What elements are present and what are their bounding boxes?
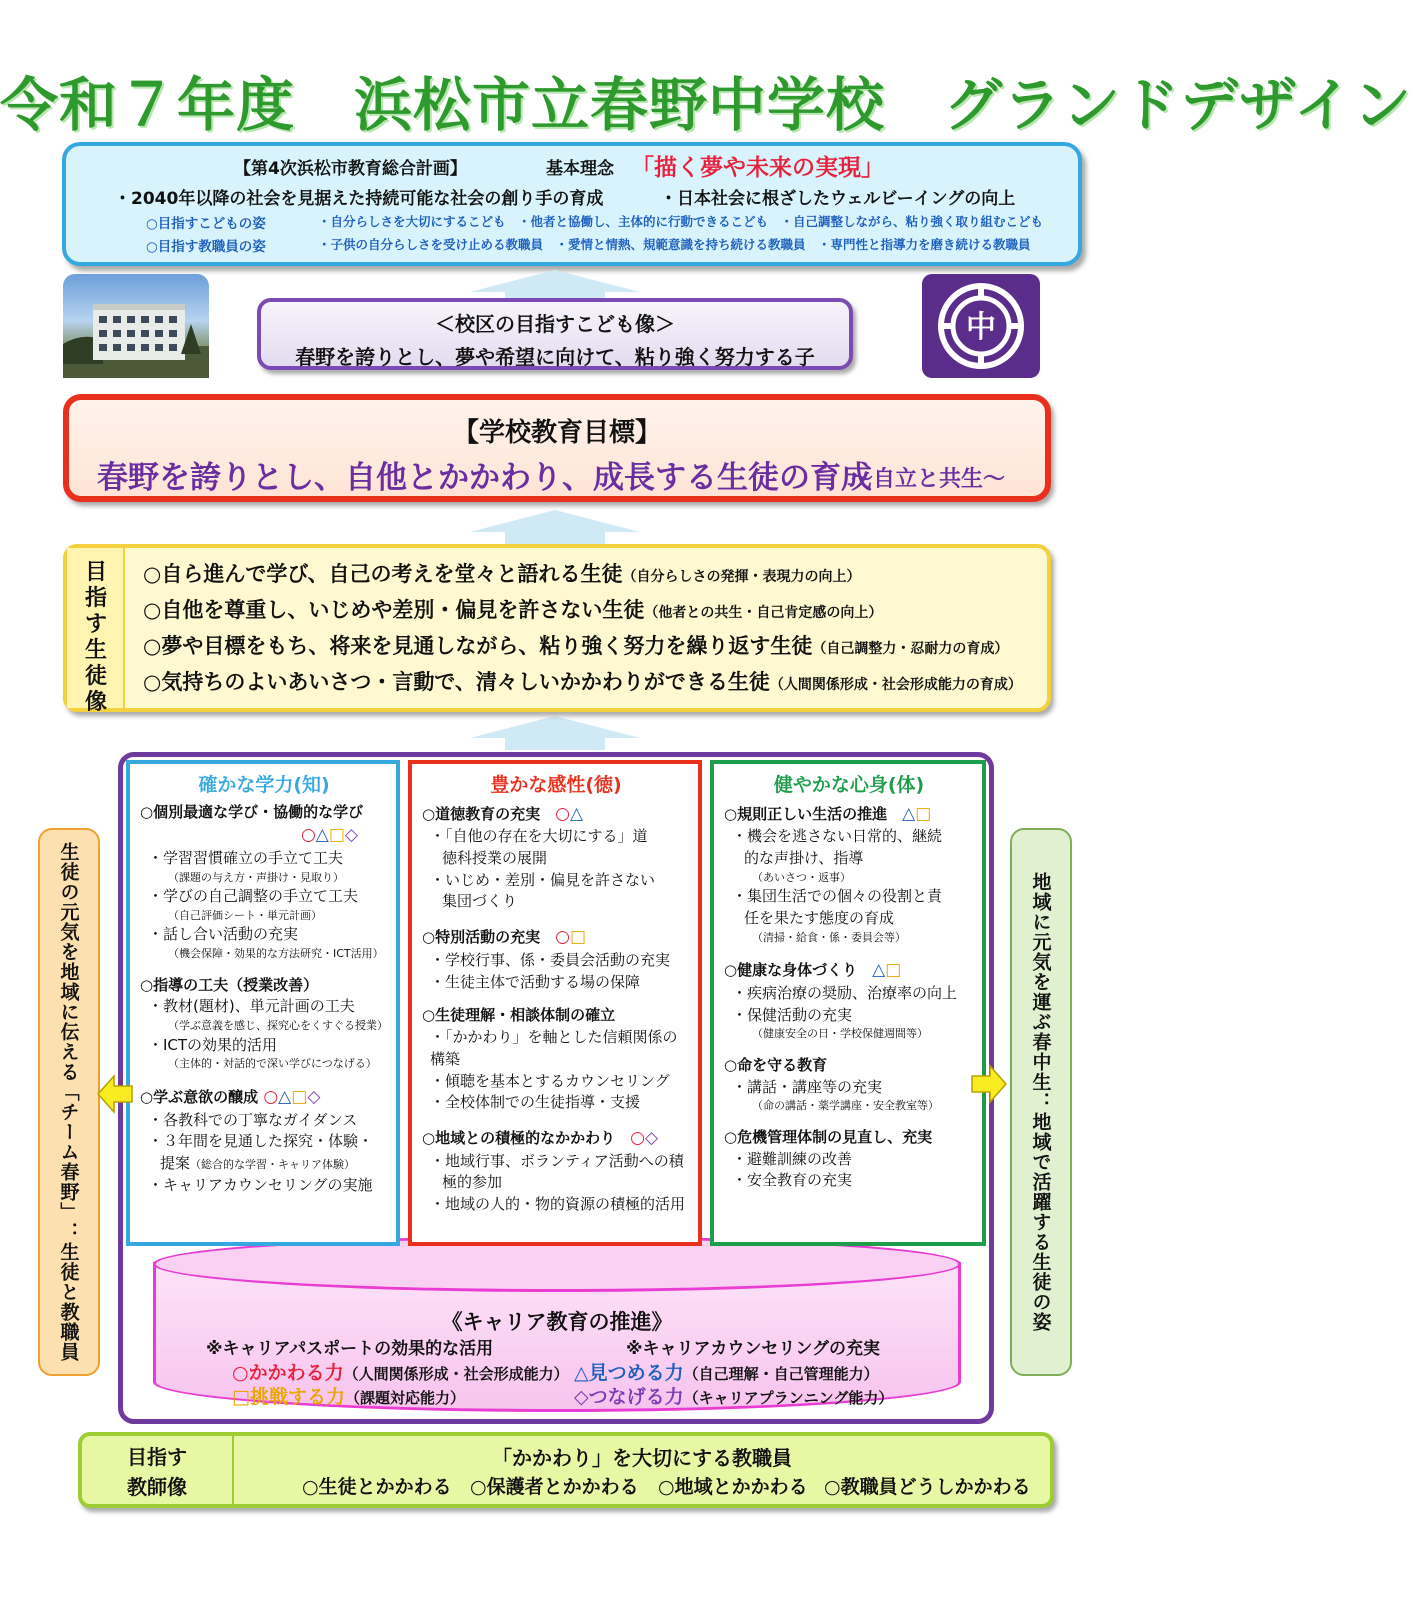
school-photo (63, 274, 209, 378)
student-item-1: ○自ら進んで学び、自己の考えを堂々と語れる生徒 (143, 562, 623, 586)
up-arrow-3 (470, 716, 640, 750)
academic-note-4: （学ぶ意義を感じ、探究心をくすぐる授業） (168, 1019, 388, 1033)
health-item-1-cont: 的な声掛け、指導 (744, 848, 864, 867)
morality-heading-4: ○地域との積極的なかかわり (422, 1129, 616, 1148)
career-note-2: ※キャリアカウンセリングの充実 (626, 1339, 881, 1359)
academic-item-5: ・ICTの効果的活用 (148, 1035, 278, 1054)
goal-text: 春野を誇りとし、自他とかかわり、成長する生徒の育成 (97, 460, 872, 496)
health-note-1: （あいさつ・返事） (752, 870, 851, 884)
district-child-ideal (257, 298, 853, 370)
academic-item-1: ・学習習慣確立の手立て工夫 (148, 848, 344, 867)
student-item-2: ○自他を尊重し、いじめや差別・偏見を許さない生徒 (143, 598, 645, 622)
academic-item-4: ・教材(題材)、単元計画の工夫 (148, 997, 355, 1016)
page-title: 令和７年度 浜松市立春野中学校 グランドデザイン (0, 71, 1412, 139)
academic-note-2: （自己評価シート・単元計画） (168, 908, 322, 922)
column-academic: 確かな学力(知) ○個別最適な学び・協働的な学び ○△□◇ ・学習習慣確立の手立て工夫 （課題の与え方・声掛け・見取り） ・学びの自己調整の手立て工夫 （自己評価シート・単元計画） ・話し合い活動の充実 （機会保障・効果的な方法研究・ICT活用） ○指導の工夫（授業改善） ・教材(題材)、単元計画の工夫 （学ぶ意義を感じ、探究心をくすぐる授業） ・ICTの効果的活用 （主体的・対話的で深い学びにつなげる） ○学ぶ意欲の醸成 ○△□◇ ・各教科での丁寧なガイダンス ・３年間を見通した探究・体験・ 提案（総合的な学習・キャリア体験） ・キャリアカウンセリングの実施 (126, 760, 400, 1246)
academic-item-7-cont: 提案 (160, 1154, 191, 1173)
career-power-1-note: （人間関係形成・社会形成能力） (343, 1365, 569, 1383)
career-power-2-note: （自己理解・自己管理能力） (683, 1365, 879, 1383)
teacher-title: 「かかわり」を大切にする教職員 (492, 1446, 792, 1470)
academic-item-8: ・キャリアカウンセリングの実施 (148, 1175, 373, 1194)
column-health-title: 健やかな心身(体) (773, 774, 925, 796)
teacher-item-1: ○生徒とかかわる (302, 1476, 452, 1498)
academic-heading-3: ○学ぶ意欲の醸成 (140, 1087, 259, 1106)
teacher-label-1: 目指す (127, 1445, 187, 1469)
health-item-2-cont: 任を果たす態度の育成 (744, 908, 895, 927)
plan-name: 【第4次浜松市教育総合計画】 (234, 159, 467, 179)
right-side-box (1010, 828, 1072, 1376)
up-arrow-1 (470, 270, 640, 298)
morality-item-3: ・学校行事、係・委員会活動の充実 (430, 950, 671, 969)
academic-item-3: ・話し合い活動の充実 (148, 925, 299, 944)
morality-item-8: ・地域行事、ボランティア活動への積 (430, 1151, 684, 1170)
morality-item-1-cont: 徳科授業の展開 (442, 848, 548, 867)
academic-item-7: ・３年間を見通した探究・体験・ (148, 1132, 374, 1151)
health-heading-4: ○危機管理体制の見直し、充実 (724, 1127, 933, 1146)
morality-item-6: ・傾聴を基本とするカウンセリング (430, 1071, 670, 1090)
career-note-1: ※キャリアパスポートの効果的な活用 (206, 1339, 494, 1359)
morality-item-2: ・いじめ・差別・偏見を許さない (430, 870, 656, 889)
student-item-4-note: （人間関係形成・社会形成能力の育成） (769, 677, 1022, 693)
right-side-text: 地域に元気を運ぶ春中生：地域で活躍する生徒の姿 (1029, 872, 1052, 1332)
health-item-5: ・講話・講座等の充実 (732, 1077, 883, 1096)
academic-note-5: （主体的・対話的で深い学びにつなげる） (168, 1057, 377, 1071)
career-power-2: △見つめる力 (574, 1362, 684, 1384)
morality-item-9: ・地域の人的・物的資源の積極的活用 (430, 1195, 686, 1214)
left-side-box (38, 828, 100, 1376)
morality-item-2-cont: 集団づくり (442, 892, 518, 911)
student-item-1-note: （自分らしさの発揮・表現力の向上） (622, 569, 861, 585)
morality-item-8-cont: 極的参加 (442, 1173, 503, 1192)
health-item-6: ・避難訓練の改善 (732, 1149, 853, 1168)
staff-ideal-items: ・子供の自分らしさを受け止める教職員 ・愛情と情熱、規範意識を持ち続ける教職員 ・専門性と指導力を磨き続ける教職員 (318, 237, 1031, 252)
school-emblem (922, 274, 1040, 378)
career-title: 《キャリア教育の推進》 (441, 1310, 673, 1334)
health-heading-1: ○規則正しい生活の推進 (724, 804, 888, 823)
student-item-4: ○気持ちのよいあいさつ・言動で、清々しいかかわりができる生徒 (143, 670, 770, 694)
academic-item-6: ・各教科での丁寧なガイダンス (148, 1110, 358, 1129)
health-item-3: ・疾病治療の奨励、治療率の向上 (732, 983, 958, 1002)
column-academic-title: 確かな学力(知) (198, 774, 330, 796)
right-arrow-icon (970, 1064, 1006, 1104)
health-heading-2: ○健康な身体づくり (724, 961, 858, 980)
education-plan-box (62, 142, 1082, 266)
academic-item-7-note: （総合的な学習・キャリア体験） (190, 1158, 356, 1172)
health-item-7: ・安全教育の充実 (732, 1171, 853, 1190)
academic-heading-2: ○指導の工夫（授業改善） (140, 975, 319, 994)
staff-ideal-label: ○目指す教職員の姿 (146, 239, 266, 255)
teacher-ideal (78, 1432, 1054, 1508)
emblem-glyph: 中 (966, 310, 996, 345)
academic-note-1: （課題の与え方・声掛け・見取り） (168, 870, 344, 884)
health-item-1: ・機会を逃さない日常的、継続 (732, 827, 943, 846)
student-item-3: ○夢や目標をもち、将来を見通しながら、粘り強く努力を繰り返す生徒 (143, 634, 813, 658)
plan-pillar-1: ・2040年以降の社会を見据えた持続可能な社会の創り手の育成 (114, 189, 604, 209)
district-child-title: ＜校区の目指すこども像＞ (435, 312, 675, 336)
health-note-4: （健康安全の日・学校保健週間等） (752, 1027, 928, 1041)
column-health: 健やかな心身(体) ○規則正しい生活の推進 △□ ・機会を逃さない日常的、継続 的な声掛け、指導 （あいさつ・返事） ・集団生活での個々の役割と責 任を果たす態度の育成 （清掃・給食・係・委員会等） ○健康な身体づくり △□ ・疾病治療の奨励、治療率の向上 ・保健活動の充実 （健康安全の日・学校保健週間等） ○命を守る教育 ・講話・講座等の充実 （命の講話・薬学講座・安全教室等） ○危機管理体制の見直し、充実 ・避難訓練の改善 ・安全教育の充実 (710, 760, 986, 1246)
health-note-5: （命の講話・薬学講座・安全教室等） (752, 1099, 939, 1113)
career-power-3: □挑戦する力 (232, 1386, 345, 1408)
teacher-label-2: 教師像 (127, 1475, 187, 1499)
health-note-2: （清掃・給食・係・委員会等） (752, 930, 906, 944)
column-morality: 豊かな感性(徳) ○道徳教育の充実 ○△ ・「自他の存在を大切にする」道 徳科授業の展開 ・いじめ・差別・偏見を許さない 集団づくり ○特別活動の充実 ○□ ・学校行事、係・委員会活動の充実 ・生徒主体で活動する場の保障 ○生徒理解・相談体制の確立 ・「かかわり」を軸とした信頼関係の構築 ・傾聴を基本とするカウンセリング ・全校体制での生徒指導・支援 ○地域との積極的なかかわり ○◇ ・地域行事、ボランティア活動への積 極的参加 ・地域の人的・物的資源の積極的活用 (408, 760, 702, 1246)
career-power-4: ◇つなげる力 (574, 1386, 684, 1408)
career-power-1: ○かかわる力 (232, 1362, 344, 1384)
teacher-item-4: ○教職員どうしかかわる (824, 1476, 1031, 1498)
morality-item-1: ・「自他の存在を大切にする」道 (430, 827, 648, 846)
academic-heading-1: ○個別最適な学び・協働的な学び (140, 802, 364, 821)
morality-item-7: ・全校体制での生徒指導・支援 (430, 1093, 641, 1112)
student-ideal-label: 目指す生徒像 (84, 560, 107, 715)
child-ideal-label: ○目指すこどもの姿 (146, 216, 266, 232)
career-power-3-note: （課題対応能力） (344, 1389, 465, 1407)
school-goal (63, 394, 1051, 502)
goal-subtitle: ～自立と共生～ (851, 467, 1006, 492)
morality-heading-3: ○生徒理解・相談体制の確立 (422, 1006, 616, 1025)
morality-heading-2: ○特別活動の充実 (422, 928, 541, 947)
academic-item-2: ・学びの自己調整の手立て工夫 (148, 887, 359, 906)
health-item-2: ・集団生活での個々の役割と責 (732, 887, 943, 906)
teacher-item-2: ○保護者とかかわる (470, 1476, 639, 1498)
student-item-2-note: （他者との共生・自己肯定感の向上） (644, 605, 883, 621)
career-power-4-note: （キャリアプランニング能力） (683, 1389, 894, 1407)
teacher-item-3: ○地域とかかわる (658, 1476, 808, 1498)
academic-note-3: （機会保障・効果的な方法研究・ICT活用） (168, 947, 384, 961)
left-arrow-icon (98, 1074, 134, 1114)
morality-item-5: ・「かかわり」を軸とした信頼関係の構築 (430, 1028, 678, 1068)
morality-item-4: ・生徒主体で活動する場の保障 (430, 972, 641, 991)
goal-label: 【学校教育目標】 (452, 418, 661, 448)
morality-heading-1: ○道徳教育の充実 (422, 804, 541, 823)
health-heading-3: ○命を守る教育 (724, 1055, 828, 1074)
up-arrow-2 (470, 510, 640, 544)
column-morality-title: 豊かな感性(徳) (490, 774, 622, 796)
left-side-text: 生徒の元気を地域に伝える「チーム春野」：生徒と教職員 (57, 842, 80, 1362)
student-ideal (63, 544, 1051, 715)
child-ideal-items: ・自分らしさを大切にするこども ・他者と協働し、主体的に行動できるこども ・自己調整しながら、粘り強く取り組むこども (318, 214, 1044, 229)
principle-text: 「描く夢や未来の実現」 (631, 155, 884, 181)
health-item-4: ・保健活動の充実 (732, 1005, 853, 1024)
plan-pillar-2: ・日本社会に根ざしたウェルビーイングの向上 (660, 189, 1016, 209)
district-child-text: 春野を誇りとし、夢や希望に向けて、粘り強く努力する子 (295, 345, 815, 369)
principle-label: 基本理念 (546, 159, 614, 179)
student-item-3-note: （自己調整力・忍耐力の育成） (812, 641, 1009, 657)
